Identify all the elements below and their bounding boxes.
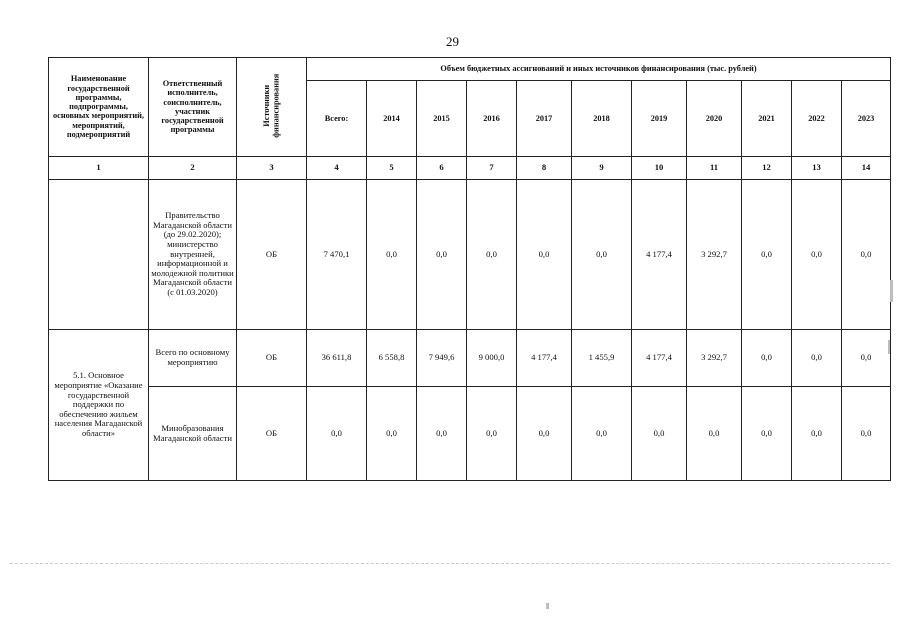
column-number: 1 [49,156,149,179]
header-year: 2014 [367,81,417,157]
value-cell: 0,0 [367,179,417,329]
value-cell: 0,0 [417,387,467,481]
header-program-name: Наименование государственной программы, подпрограммы, основных мероприятий, мероприятий, подмероприятий [49,58,149,157]
value-cell: 0,0 [517,179,572,329]
header-year: 2018 [572,81,632,157]
scan-artifact-line [10,563,890,564]
header-year: 2016 [467,81,517,157]
scan-artifact-mark [888,340,890,354]
value-cell: 0,0 [842,387,891,481]
value-cell: 4 177,4 [517,329,572,386]
column-number: 6 [417,156,467,179]
value-cell: 7 470,1 [307,179,367,329]
value-cell: 4 177,4 [632,329,687,386]
header-row [49,58,891,81]
scan-artifact-mark [546,603,549,609]
value-cell: 9 000,0 [467,329,517,386]
value-cell: 0,0 [792,179,842,329]
column-number: 7 [467,156,517,179]
header-year: 2019 [632,81,687,157]
value-cell: 0,0 [742,387,792,481]
value-cell: 0,0 [417,179,467,329]
column-number: 14 [842,156,891,179]
header-budget-title: Объем бюджетных ассигнований и иных источников финансирования (тыс. рублей) [307,58,891,81]
column-number: 3 [237,156,307,179]
program-cell: 5.1. Основное мероприятие «Оказание государственной поддержки по обеспечению жильем населения Магаданской области» [49,329,149,480]
value-cell: 0,0 [742,329,792,386]
value-cell: 4 177,4 [632,179,687,329]
value-cell: 0,0 [467,179,517,329]
page-number: 29 [446,34,459,49]
value-cell: 0,0 [517,387,572,481]
executor-cell: Минобразования Магаданской области [149,387,237,481]
header-total: Всего: [307,81,367,157]
column-number: 8 [517,156,572,179]
value-cell: 7 949,6 [417,329,467,386]
header-year: 2020 [687,81,742,157]
budget-table [48,57,891,481]
header-year: 2023 [842,81,891,157]
value-cell: 0,0 [307,387,367,481]
executor-cell: Всего по основному мероприятию [149,329,237,386]
table-row [49,387,891,481]
header-funding-source [237,58,307,157]
source-cell: ОБ [237,387,307,481]
header-year: 2015 [417,81,467,157]
header-executor: Ответственный исполнитель, соисполнитель, участник государственной программы [149,58,237,157]
value-cell: 36 611,8 [307,329,367,386]
value-cell: 1 455,9 [572,329,632,386]
value-cell: 0,0 [572,387,632,481]
program-cell-empty [49,179,149,329]
column-number: 5 [367,156,417,179]
scan-artifact-mark [890,280,893,302]
value-cell: 3 292,7 [687,329,742,386]
value-cell: 6 558,8 [367,329,417,386]
column-number: 10 [632,156,687,179]
column-number: 9 [572,156,632,179]
value-cell: 0,0 [367,387,417,481]
value-cell: 0,0 [842,179,891,329]
header-funding-source-label: Источники финансирования [262,73,281,138]
value-cell: 0,0 [572,179,632,329]
value-cell: 0,0 [632,387,687,481]
value-cell: 0,0 [687,387,742,481]
value-cell: 0,0 [792,329,842,386]
header-year: 2022 [792,81,842,157]
value-cell: 0,0 [792,387,842,481]
value-cell: 0,0 [467,387,517,481]
table-row [49,329,891,386]
executor-cell: Правительство Магаданской области (до 29.02.2020); министерство внутренней, информационной и молодежной политики Магаданской области (с 01.03.2020) [149,179,237,329]
column-number: 13 [792,156,842,179]
value-cell: 3 292,7 [687,179,742,329]
header-year: 2021 [742,81,792,157]
column-number: 12 [742,156,792,179]
column-numbers-row [49,156,891,179]
table-row [49,179,891,329]
header-year: 2017 [517,81,572,157]
column-number: 2 [149,156,237,179]
column-number: 4 [307,156,367,179]
value-cell: 0,0 [842,329,891,386]
value-cell: 0,0 [742,179,792,329]
source-cell: ОБ [237,179,307,329]
column-number: 11 [687,156,742,179]
source-cell: ОБ [237,329,307,386]
